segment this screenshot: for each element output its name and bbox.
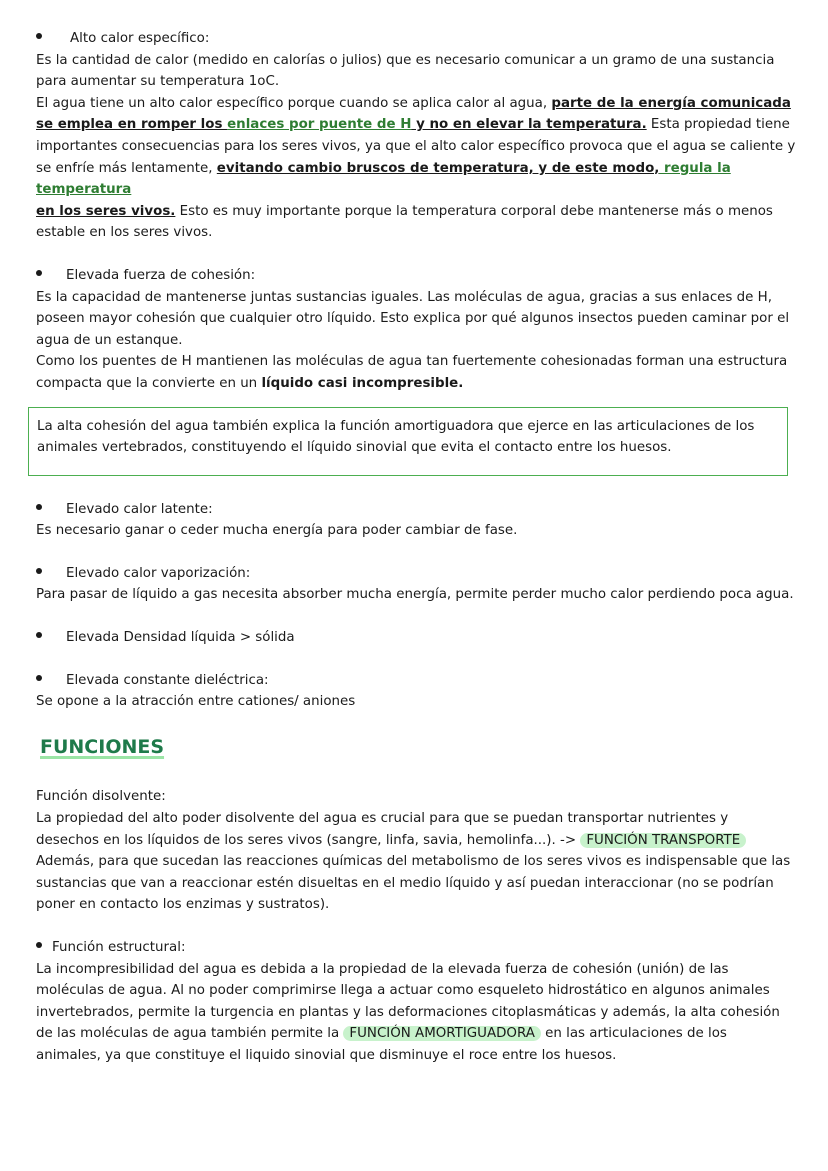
document-page — [36, 28, 806, 1067]
paragraph-line: de las moléculas de agua también permite la FUNCIÓN AMORTIGUADORA en las articulaciones de los — [36, 1026, 727, 1042]
paragraph-line: agua de un estanque. — [36, 332, 183, 348]
paragraph-line: importantes consecuencias para los seres vivos, ya que el alto calor específico provoca que el agua se caliente y — [36, 138, 796, 154]
section-funcion-estructural — [36, 937, 806, 1067]
paragraph-line: El agua tiene un alto calor específico porque cuando se aplica calor al agua, parte de la energía comunicada — [36, 95, 791, 111]
bullet-icon — [36, 270, 42, 276]
paragraph-line: en los seres vivos. Esto es muy importante porque la temperatura corporal debe mantenerse más o menos — [36, 203, 773, 219]
section-title: Función disolvente: — [36, 789, 166, 805]
section-title: Función estructural: — [52, 940, 186, 955]
box-line: animales vertebrados, constituyendo el líquido sinovial que evita el contacto entre los huesos. — [37, 440, 672, 456]
paragraph-line: Se opone a la atracción entre cationes/ aniones — [36, 694, 356, 710]
funciones-heading: FUNCIONES — [40, 735, 165, 758]
section-calor-especifico — [36, 28, 806, 244]
green-underlined-text: enlaces por puente de H — [227, 117, 412, 133]
paragraph-line: se emplea en romper los enlaces por puente de H y no en elevar la temperatura. Esta propiedad tiene — [36, 117, 790, 133]
section-fuerza-cohesion — [36, 265, 806, 395]
paragraph-line: poseen mayor cohesión que cualquier otro líquido. Esto explica por qué algunos insectos pueden caminar por el — [36, 311, 790, 327]
section-title: Elevado calor vaporización: — [66, 565, 251, 581]
section-constante-dielectrica — [36, 670, 806, 713]
underlined-text: parte de la energía comunicada — [551, 95, 791, 111]
paragraph-line: Además, para que sucedan las reacciones químicas del metabolismo de los seres vivos es indispensable que las — [36, 854, 791, 870]
bullet-icon — [36, 568, 42, 574]
paragraph-line: La propiedad del alto poder disolvente del agua es crucial para que se puedan transportar nutrientes y — [36, 811, 729, 827]
paragraph-line: compacta que la convierte en un líquido casi incompresible. — [36, 375, 464, 391]
bullet-icon — [36, 504, 42, 510]
section-title: Alto calor específico: — [70, 31, 210, 46]
paragraph-line: sustancias que van a reaccionar estén disueltas en el medio líquido y así puedan interaccionar (no se podrían — [36, 875, 774, 891]
paragraph-line: para aumentar su temperatura 1oC. — [36, 74, 280, 90]
paragraph-line: Es necesario ganar o ceder mucha energía para poder cambiar de fase. — [36, 523, 518, 539]
paragraph-line: moléculas de agua. Al no poder comprimirse llega a actuar como esqueleto hidrostático en algunos animales — [36, 983, 770, 999]
paragraph-line: Es la cantidad de calor (medido en calorías o julios) que es necesario comunicar a un gramo de una sustancia — [36, 52, 775, 68]
bullet-icon — [36, 632, 42, 638]
paragraph-line: Para pasar de líquido a gas necesita absorber mucha energía, permite perder mucho calor perdiendo poca agua. — [36, 587, 794, 603]
section-title: Elevada fuerza de cohesión: — [66, 267, 256, 283]
paragraph-line: Como los puentes de H mantienen las moléculas de agua tan fuertemente cohesionadas forman una estructura — [36, 354, 788, 370]
paragraph-line: se enfríe más lentamente, evitando cambio bruscos de temperatura, y de este modo, regula la temperatura — [36, 160, 731, 198]
bullet-icon — [36, 942, 42, 948]
paragraph-line: animales, ya que constituye el liquido sinovial que disminuye el roce entre los huesos. — [36, 1047, 617, 1063]
section-title: Elevada constante dieléctrica: — [66, 672, 269, 688]
paragraph-line: La incompresibilidad del agua es debida a la propiedad de la elevada fuerza de cohesión (unión) de las — [36, 961, 729, 977]
section-title: Elevado calor latente: — [66, 501, 213, 517]
section-densidad — [36, 627, 806, 649]
bullet-icon — [36, 33, 42, 39]
paragraph-line: Es la capacidad de mantenerse juntas sustancias iguales. Las moléculas de agua, gracias a sus enlaces de H, — [36, 289, 772, 305]
highlighted-text: FUNCIÓN TRANSPORTE — [580, 833, 746, 848]
highlighted-text: FUNCIÓN AMORTIGUADORA — [343, 1026, 540, 1041]
section-calor-latente — [36, 499, 806, 542]
section-title: Elevada Densidad líquida > sólida — [66, 630, 295, 646]
bullet-icon — [36, 675, 42, 681]
paragraph-line: poner en contacto los enzimas y sustratos). — [36, 897, 330, 913]
highlight-box — [28, 407, 788, 476]
box-line: La alta cohesión del agua también explica la función amortiguadora que ejerce en las articulaciones de los — [37, 418, 755, 434]
paragraph-line: desechos en los líquidos de los seres vivos (sangre, linfa, savia, hemolinfa...). -> FUNCIÓN TRANSPORTE — [36, 830, 806, 852]
paragraph-line: estable en los seres vivos. — [36, 225, 213, 241]
section-funcion-disolvente — [36, 786, 806, 916]
section-calor-vaporizacion — [36, 563, 806, 606]
paragraph-line: invertebrados, permite la turgencia en plantas y las deformaciones citoplasmáticas y además, la alta cohesión — [36, 1004, 780, 1020]
